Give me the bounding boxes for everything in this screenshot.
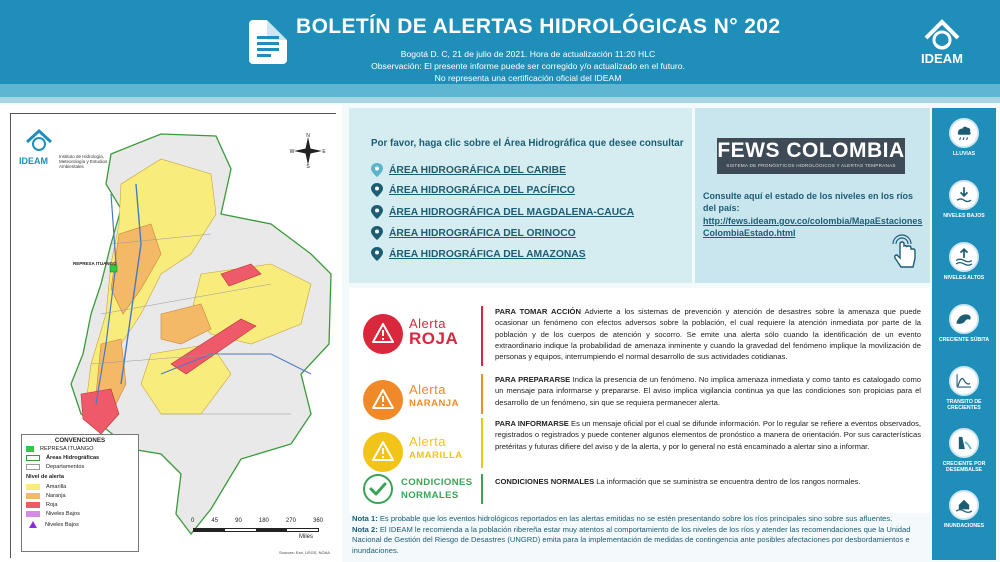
flash-flood-icon — [949, 304, 979, 334]
alert-orange-text: PARA PREPARARSE Indica la presencia de un fenómeno. No implica amenaza inmediata y como tanto es catalogado como un mensaje para informarse y prepararse. El aviso implica vigilancia continua ya que las condiciones son propicias para el desarrollo de un fenómeno, sin que se requiera permanecer alerta. — [495, 375, 921, 407]
high-levels-icon — [949, 242, 979, 272]
flood-transit-icon — [949, 366, 979, 396]
location-pin-icon — [371, 247, 383, 261]
alert-yellow-badge: Alerta AMARILLA — [363, 430, 473, 476]
legend-level-orange: Naranja — [22, 491, 138, 500]
legend-level-yellow: Amarilla — [22, 482, 138, 491]
alert-red-divider — [481, 306, 483, 366]
alert-yellow-text: PARA INFORMARSE Es un mensaje oficial por el cual se difunde información. Por lo regular se refiere a eventos observados, registrados o registrados y puede contener algunos elementos de pronóstico a manera de orientación. Por sus características pretéritas y futuras difiere del aviso y de la alerta, y por lo general no está encaminado a alertar sino a informar. — [495, 419, 921, 451]
sidebar-item-inundaciones[interactable]: INUNDACIONES — [934, 488, 994, 548]
legend-marker-low: Niveles Bajos — [22, 520, 138, 529]
alert-orange-divider — [481, 374, 483, 414]
map-institute-name: Instituto de Hidrología, Meteorología y Estudios Ambientales — [59, 154, 108, 169]
location-pin-icon — [371, 226, 383, 240]
flooded-house-icon — [949, 490, 979, 520]
svg-text:W: W — [289, 149, 295, 155]
fews-banner[interactable]: FEWS COLOMBIA SISTEMA DE PRONÓSTICOS HIDROLÓGICOS Y ALERTAS TEMPRANAS — [717, 138, 905, 174]
legend-title: CONVENCIONES — [54, 437, 106, 444]
header-band — [0, 84, 1000, 98]
normal-divider — [481, 474, 483, 504]
legend-item-departments: Departamentos — [22, 462, 138, 471]
compass-rose-icon — [291, 134, 325, 168]
fews-info: Consulte aquí el estado de los niveles en los ríos del país: — [703, 191, 914, 213]
map-source: Sources: Esri, USGS, NOAA — [279, 550, 330, 555]
hazard-sidebar — [932, 108, 996, 560]
check-icon — [365, 476, 391, 502]
colombia-alert-map[interactable] — [10, 113, 336, 558]
alert-red-text: PARA TOMAR ACCIÓN Advierte a los sistemas de prevención y atención de desastres sobre la amenaza que puede ocasionar un fenómeno con efectos adversos sobre la población, el cual requiere la atención inmediata por parte de la población y de los cuerpos de atención y socorro. Se emite una alerta sólo cuando la identificación de un evento extraordinario indique la probabilidad de amenaza inminente y cuando la gravedad del fenómeno implique la movilización de personas y equipos, interrumpiendo el normal desarrollo de sus actividades cotidianas. — [495, 307, 921, 362]
svg-text:E: E — [322, 149, 326, 155]
svg-text:S: S — [306, 164, 310, 170]
link-area-magdalena-cauca[interactable]: ÁREA HIDROGRÁFICA DEL MAGDALENA-CAUCA — [371, 204, 634, 220]
notes — [352, 514, 927, 556]
alert-red-badge: Alerta ROJA — [363, 312, 473, 358]
fews-panel — [695, 108, 930, 283]
alert-yellow-divider — [481, 418, 483, 468]
location-pin-icon — [371, 163, 383, 177]
normal-text: CONDICIONES NORMALES La información que se suministra se encuentra dentro de los rangos normales. — [495, 477, 861, 486]
click-hand-icon[interactable] — [889, 234, 919, 270]
location-pin-icon — [371, 183, 383, 197]
link-area-pacifico[interactable]: ÁREA HIDROGRÁFICA DEL PACÍFICO — [371, 182, 575, 198]
legend-item-station: REPRESA ITUANGO — [22, 444, 138, 453]
link-area-caribe[interactable]: ÁREA HIDROGRÁFICA DEL CARIBE — [371, 162, 566, 178]
header — [0, 0, 1000, 97]
low-levels-icon — [949, 180, 979, 210]
header-band-light — [0, 97, 1000, 103]
sidebar-item-lluvias[interactable]: LLUVIAS — [934, 116, 994, 176]
alert-map-panel — [0, 105, 342, 562]
alert-orange-badge: Alerta NARANJA — [363, 378, 473, 424]
dam-release-icon — [949, 428, 979, 458]
legend-level-title: Nivel de alerta — [26, 474, 64, 480]
normal-conditions-badge: CONDICIONES NORMALES — [363, 474, 483, 508]
link-area-amazonas[interactable]: ÁREA HIDROGRÁFICA DEL AMAZONAS — [371, 246, 586, 262]
page-title: BOLETÍN DE ALERTAS HIDROLÓGICAS N° 202 — [296, 15, 781, 38]
fews-link[interactable]: http://fews.ideam.gov.co/colombia/MapaEstacionesColombiaEstado.html — [703, 216, 923, 238]
map-scale-bar: 0 45 90 180 270 360 Miles — [191, 518, 323, 540]
rain-cloud-icon — [949, 118, 979, 148]
warning-icon — [372, 441, 394, 461]
warning-icon — [372, 389, 394, 409]
link-area-orinoco[interactable]: ÁREA HIDROGRÁFICA DEL ORINOCO — [371, 225, 576, 241]
ideam-logo-text: IDEAM — [921, 51, 963, 66]
note-2: Nota 2: El IDEAM le recomienda a la población ribereña estar muy atentos al comportamiento de los niveles de los ríos y atender las recomendaciones que la Unidad Nacional de Gestión del Riesgo de Desastres (UNGRD) emita para la implementación de medidas de contingencia ante posibles afectaciones por desbordamientos e inundaciones. — [352, 524, 911, 555]
areas-prompt: Por favor, haga clic sobre el Área Hidrográfica que desee consultar — [371, 138, 684, 149]
warning-icon — [372, 323, 394, 343]
sidebar-item-creciente-subita[interactable]: CRECIENTE SÚBITA — [934, 302, 994, 362]
svg-text:N: N — [306, 133, 310, 139]
map-logo-text: IDEAM — [19, 156, 48, 166]
sidebar-item-niveles-altos[interactable]: NIVELES ALTOS — [934, 240, 994, 300]
alerts-panel — [349, 288, 930, 513]
station-label: REPRESA ITUANGO — [73, 261, 117, 266]
legend-level-red: Roja — [22, 500, 138, 509]
map-legend — [21, 434, 139, 552]
header-subtitle: Bogotá D. C, 21 de julio de 2021. Hora de actualización 11:20 HLC Observación: El presente informe puede ser corregido y/o actualizado en el futuro. No representa una certificación oficial del IDEAM — [371, 49, 685, 83]
hydro-areas-panel — [349, 108, 692, 283]
legend-level-low: Niveles Bajos — [22, 509, 138, 518]
sidebar-item-transito-crecientes[interactable]: TRANSITO DE CRECIENTES — [934, 364, 994, 424]
map-ideam-logo-icon — [21, 126, 57, 156]
sidebar-item-niveles-bajos[interactable]: NIVELES BAJOS — [934, 178, 994, 238]
note-1: Nota 1: Es probable que los eventos hidrológicos reportados en las alertas emitidas no se estén presentando sobre los ríos principales sino sobre sus afluentes. — [352, 514, 893, 523]
legend-item-areas: Áreas Hidrográficas — [22, 453, 138, 462]
location-pin-icon — [371, 205, 383, 219]
sidebar-item-creciente-desembalse[interactable]: CRECIENTE POR DESEMBALSE — [934, 426, 994, 486]
document-icon — [249, 20, 287, 64]
